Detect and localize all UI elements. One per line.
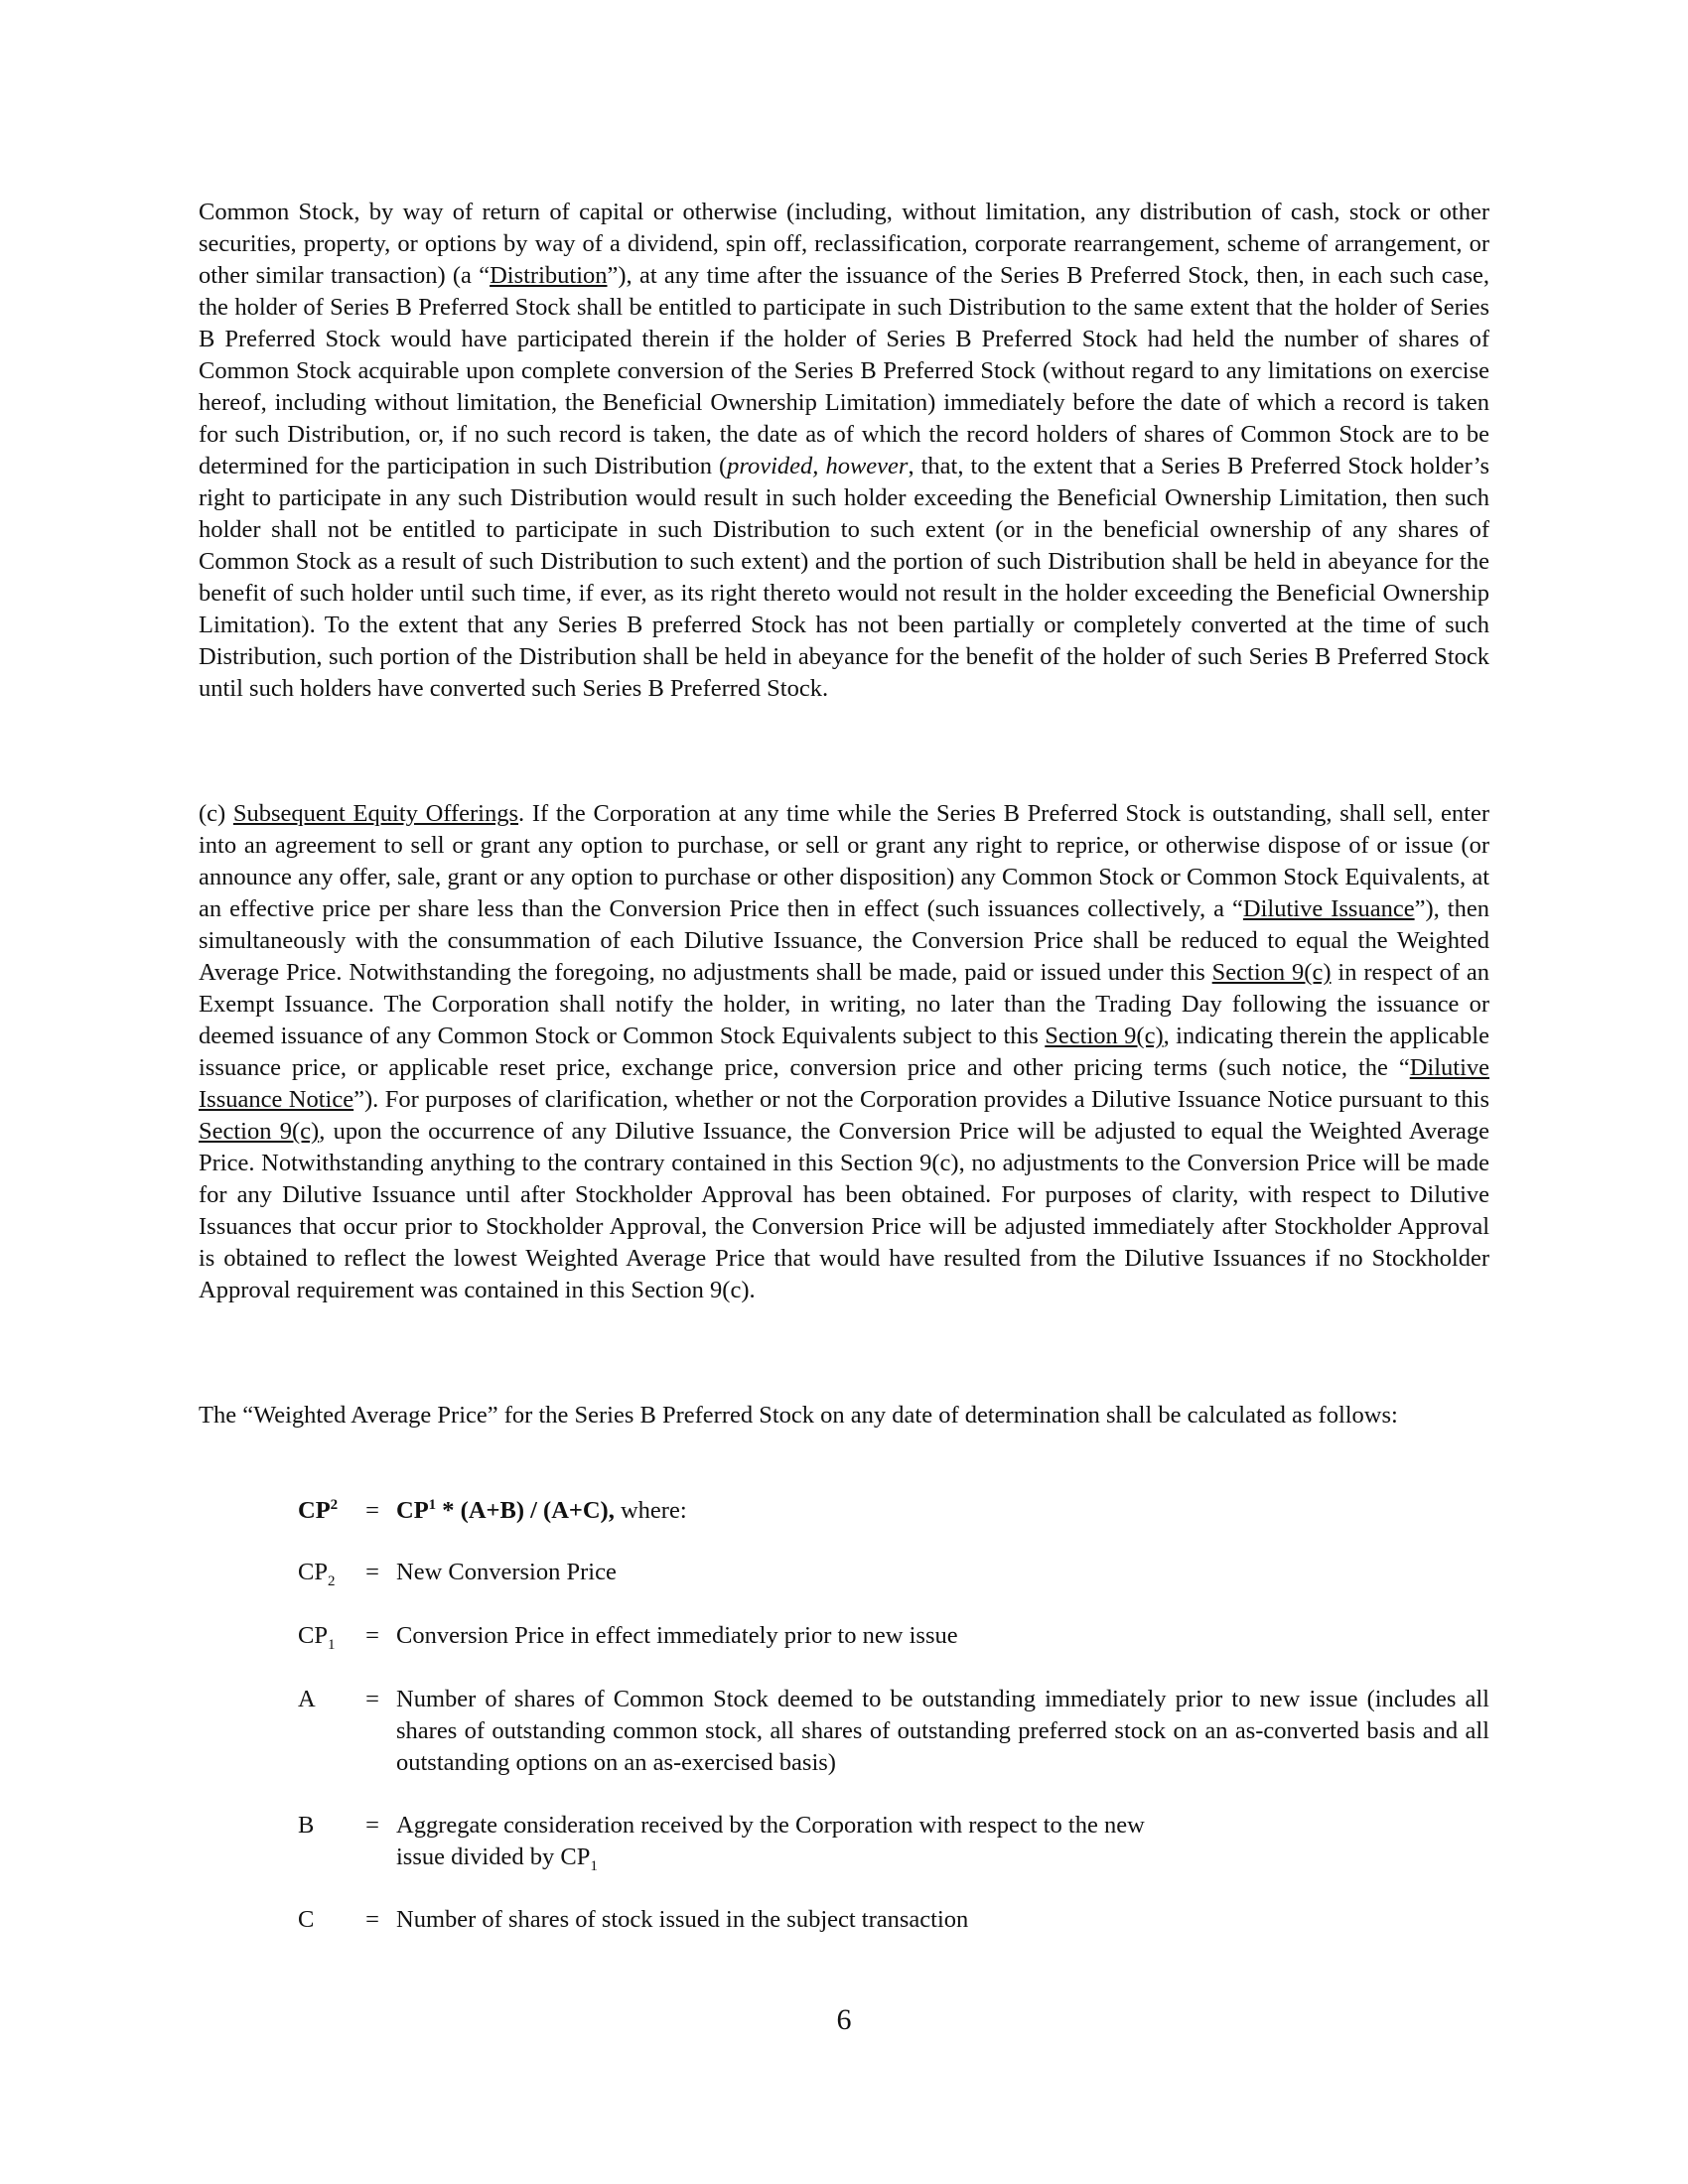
formula-rhs-operation: * (A+B) / (A+C), bbox=[436, 1497, 615, 1524]
definition-text: Number of shares of Common Stock deemed to be outstanding immediately prior to new issue (includes all shares of outstanding common stock, all shares of outstanding preferred stock on an as-converted basis and all outstanding options on an as-exercised basis) bbox=[396, 1686, 1489, 1776]
formula-rhs-base: CP bbox=[396, 1497, 429, 1524]
section-reference: Section 9(c) bbox=[1211, 959, 1332, 986]
formula-lhs bbox=[298, 1495, 359, 1527]
page-number: 6 bbox=[836, 2003, 852, 2036]
distribution-paragraph bbox=[199, 197, 1489, 705]
definition-symbol: C bbox=[298, 1906, 315, 1933]
formula-tail: where: bbox=[614, 1497, 687, 1524]
section-heading: Subsequent Equity Offerings bbox=[232, 800, 519, 827]
definition-line-2: issue divided by CP bbox=[396, 1843, 591, 1870]
definition-subscript: 1 bbox=[590, 1857, 598, 1874]
text-run: ”), then simultaneously with the consummation of each Dilutive Issuance, the Conversion Price shall be reduced to equal the Weighted Average Price. Notwithstanding the foregoing, no adjustments shall be made, paid or issued under this bbox=[199, 895, 1489, 986]
definition-symbol: A bbox=[298, 1686, 316, 1712]
definition-text bbox=[396, 1810, 1489, 1873]
symbol-subscript: 1 bbox=[327, 1636, 336, 1653]
subsequent-equity-offerings-paragraph bbox=[199, 798, 1489, 1306]
definition-symbol bbox=[298, 1557, 359, 1588]
defined-term-distribution: Distribution bbox=[490, 262, 608, 289]
section-reference: Section 9(c) bbox=[199, 1118, 320, 1145]
definition-text: New Conversion Price bbox=[396, 1559, 617, 1585]
text-run: , indicating therein the applicable issuance price, or applicable reset price, exchange price, conversion price and other pricing terms (such notice, the “ bbox=[199, 1023, 1489, 1081]
section-reference: Section 9(c) bbox=[1045, 1023, 1164, 1049]
formula-lhs-superscript: 2 bbox=[330, 1496, 339, 1513]
equals-sign: = bbox=[365, 1497, 379, 1524]
definition-symbol bbox=[298, 1620, 359, 1652]
equals-sign: = bbox=[365, 1906, 379, 1933]
defined-term-dilutive-issuance: Dilutive Issuance bbox=[1242, 895, 1415, 922]
italic-proviso: provided, however bbox=[727, 453, 909, 479]
text-run: Common Stock, by way of return of capital or otherwise (including, without limitation, any distribution of cash, stock or other securities, property, or options by way of a dividend, spin off, reclassification, corporate rearrangement, scheme of arrangement, or other similar transaction) (a “ bbox=[199, 199, 1489, 289]
weighted-average-intro: The “Weighted Average Price” for the Series B Preferred Stock on any date of determination shall be calculated as follows: bbox=[199, 1402, 1398, 1429]
definition-text: Conversion Price in effect immediately prior to new issue bbox=[396, 1622, 958, 1649]
symbol-base: CP bbox=[298, 1559, 328, 1585]
symbol-subscript: 2 bbox=[327, 1572, 336, 1589]
definition-line-1: Aggregate consideration received by the Corporation with respect to the new bbox=[396, 1812, 1145, 1839]
equals-sign: = bbox=[365, 1812, 379, 1839]
text-run: , that, to the extent that a Series B Preferred Stock holder’s right to participate in any such Distribution would result in such holder exceeding the Beneficial Ownership Limitation, then such holder shall not be entitled to participate in such Distribution to such extent (or in the beneficial ownership of any shares of Common Stock as a result of such Distribution to such extent) and the portion of such Distribution shall be held in abeyance for the benefit of such holder until such time, if ever, as its right thereto would not result in the holder exceeding the Beneficial Ownership Limitation). To the extent that any Series B preferred Stock has not been partially or completely converted at the time of such Distribution, such portion of the Distribution shall be held in abeyance for the benefit of the holder of such Series B Preferred Stock until such holders have converted such Series B Preferred Stock. bbox=[199, 453, 1489, 702]
equals-sign: = bbox=[365, 1559, 379, 1585]
text-run: , upon the occurrence of any Dilutive Issuance, the Conversion Price will be adjusted to equal the Weighted Average Price. Notwithstanding anything to the contrary contained in this Section 9(c), no adjustments to the Conversion Price will be made for any Dilutive Issuance until after Stockholder Approval has been obtained. For purposes of clarity, with respect to Dilutive Issuances that occur prior to Stockholder Approval, the Conversion Price will be adjusted immediately after Stockholder Approval is obtained to reflect the lowest Weighted Average Price that would have resulted from the Dilutive Issuances if no Stockholder Approval requirement was contained in this Section 9(c). bbox=[199, 1118, 1489, 1303]
formula-rhs bbox=[396, 1495, 1489, 1527]
definition-symbol: B bbox=[298, 1812, 315, 1839]
defined-term-dilutive-issuance-notice: Dilutive Issuance Notice bbox=[199, 1054, 1489, 1113]
text-run: in respect of an Exempt Issuance. The Corporation shall notify the holder, in writing, no later than the Trading Day following the issuance or deemed issuance of any Common Stock or Common Stock Equivalents subject to this bbox=[199, 959, 1490, 1049]
definition-text: Number of shares of stock issued in the subject transaction bbox=[396, 1906, 969, 1933]
symbol-base: CP bbox=[298, 1622, 328, 1649]
text-run: ”). For purposes of clarification, whether or not the Corporation provides a Dilutive Issuance Notice pursuant to this bbox=[353, 1086, 1490, 1113]
formula-expression bbox=[396, 1497, 615, 1524]
formula-lhs-base: CP bbox=[298, 1497, 331, 1524]
text-run: ”), at any time after the issuance of the Series B Preferred Stock, then, in each such case, the holder of Series B Preferred Stock shall be entitled to participate in such Distribution to the same extent that the holder of Series B Preferred Stock would have participated therein if the holder of Series B Preferred Stock had held the number of shares of Common Stock acquirable upon complete conversion of the Series B Preferred Stock (without regard to any limitations on exercise hereof, including without limitation, the Beneficial Ownership Limitation) immediately before the date of which a record is taken for such Distribution, or, if no such record is taken, the date as of which the record holders of shares of Common Stock are to be determined for the participation in such Distribution ( bbox=[199, 262, 1490, 479]
section-prefix: (c) bbox=[199, 800, 233, 827]
equals-sign: = bbox=[365, 1686, 379, 1712]
equals-sign: = bbox=[365, 1622, 379, 1649]
text-run: . If the Corporation at any time while the Series B Preferred Stock is outstanding, shall sell, enter into an agreement to sell or grant any option to purchase, or sell or grant any right to reprice, or otherwise dispose of or issue (or announce any offer, sale, grant or any option to purchase or other disposition) any Common Stock or Common Stock Equivalents, at an effective price per share less than the Conversion Price then in effect (such issuances collectively, a “ bbox=[199, 800, 1489, 922]
formula-rhs-superscript: 1 bbox=[428, 1496, 437, 1513]
